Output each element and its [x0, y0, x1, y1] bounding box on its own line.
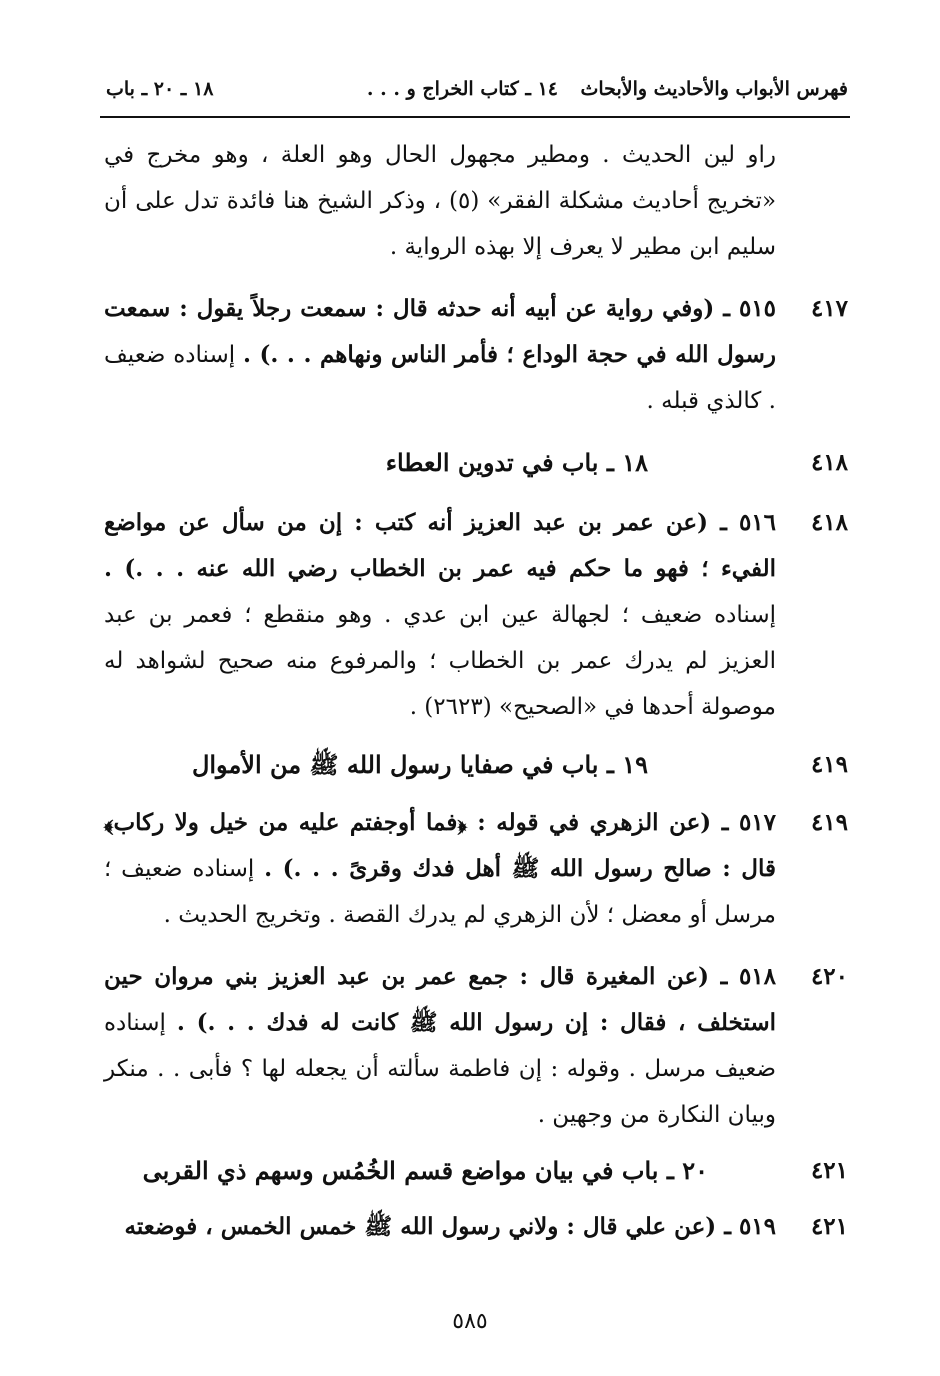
hadith-text: ٥١٨ ـ (عن المغيرة قال : جمع عمر بن عبد العزيز بني مروان حين استخلف ، فقال : إن رسول الله ﷺ كانت له فدك . . .) . — [104, 963, 776, 1036]
hadith-518 — [104, 954, 848, 1138]
grading-text: إسناده ضعيف مرسل . وقوله : إن فاطمة سألته أن يجعله لها ؟ فأبى . . منكر وبيان النكارة من وجهين . — [104, 1010, 776, 1128]
hadith-515 — [104, 286, 848, 424]
hadith-516 — [104, 500, 848, 730]
header-title: فهرس الأبواب والأحاديث والأبحاث — [580, 78, 848, 100]
running-header — [106, 70, 848, 114]
page-ref: ٤٢١ — [810, 1213, 848, 1240]
chapter-19 — [104, 742, 848, 788]
grading-text: إسناده ضعيف . كالذي قبله . — [104, 342, 776, 414]
chapter-heading: ٢٠ ـ باب في بيان مواضع قسم الخُمُس وسهم ذي القربى — [142, 1156, 708, 1185]
page-ref: ٤١٩ — [810, 751, 848, 778]
page-number: ٥٨٥ — [452, 1309, 488, 1334]
hadith-text: ٥١٥ ـ (وفي رواية عن أبيه أنه حدثه قال : سمعت رجلاً يقول : سمعت رسول الله في حجة الوداع ؛ فأمر الناس ونهاهم . . .) . — [104, 295, 777, 368]
chapter-heading: ١٩ ـ باب في صفايا رسول الله ﷺ من الأموال — [191, 750, 648, 779]
entry-text — [104, 954, 776, 1138]
entry-text — [104, 800, 776, 938]
page-ref: ٤٢٠ — [810, 963, 848, 990]
entry-text — [104, 286, 776, 424]
hadith-text: ٥١٧ ـ (عن الزهري في قوله : ﴿فما أوجفتم عليه من خيل ولا ركاب﴾ قال : صالح رسول الله ﷺ أهل فدك وقرىً . . .) . — [104, 809, 776, 882]
entry-text — [104, 500, 776, 730]
grading-text: إسناده ضعيف ؛ مرسل أو معضل ؛ لأن الزهري لم يدرك القصة . وتخريج الحديث . — [104, 856, 776, 928]
grading-text: إسناده ضعيف ؛ لجهالة عين ابن عدي . وهو منقطع ؛ فعمر بن عبد العزيز لم يدرك عمر بن الخطاب ؛ والمرفوع منه صحيح لشواهد له موصولة أحدها في «الصحيح» (٢٦٢٣) . — [104, 602, 776, 720]
entry-text — [104, 1204, 776, 1250]
page-ref: ٤١٩ — [810, 809, 848, 836]
header-rule — [100, 116, 850, 118]
header-chapter: ١٤ ـ كتاب الخراج و . . . — [366, 78, 558, 100]
hadith-519 — [104, 1204, 848, 1250]
chapter-18 — [104, 440, 848, 486]
entry-continuation — [104, 132, 848, 270]
page-ref: ٤٢١ — [810, 1157, 848, 1184]
entry-text: راو لين الحديث . ومطير مجهول الحال وهو العلة ، وهو مخرج في «تخريج أحاديث مشكلة الفقر» (٥) ، وذكر الشيخ هنا فائدة تدل على أن سليم ابن مطير لا يعرف إلا بهذه الرواية . — [104, 142, 777, 260]
hadith-text: ٥١٦ ـ (عن عمر بن عبد العزيز أنه كتب : إن من سأل عن مواضع الفيء ؛ فهو ما حكم فيه عمر بن الخطاب رضي الله عنه . . .) . — [104, 509, 776, 582]
page-ref: ٤١٨ — [810, 449, 848, 476]
hadith-text: ٥١٩ ـ (عن علي قال : ولاني رسول الله ﷺ خمس الخمس ، فوضعته — [124, 1213, 776, 1240]
header-range: ١٨ ـ ٢٠ ـ باب — [106, 78, 214, 100]
page-ref: ٤١٨ — [810, 509, 848, 536]
chapter-heading: ١٨ ـ باب في تدوين العطاء — [385, 448, 648, 477]
page-ref: ٤١٧ — [810, 295, 848, 322]
chapter-20 — [104, 1148, 848, 1194]
hadith-517 — [104, 800, 848, 938]
